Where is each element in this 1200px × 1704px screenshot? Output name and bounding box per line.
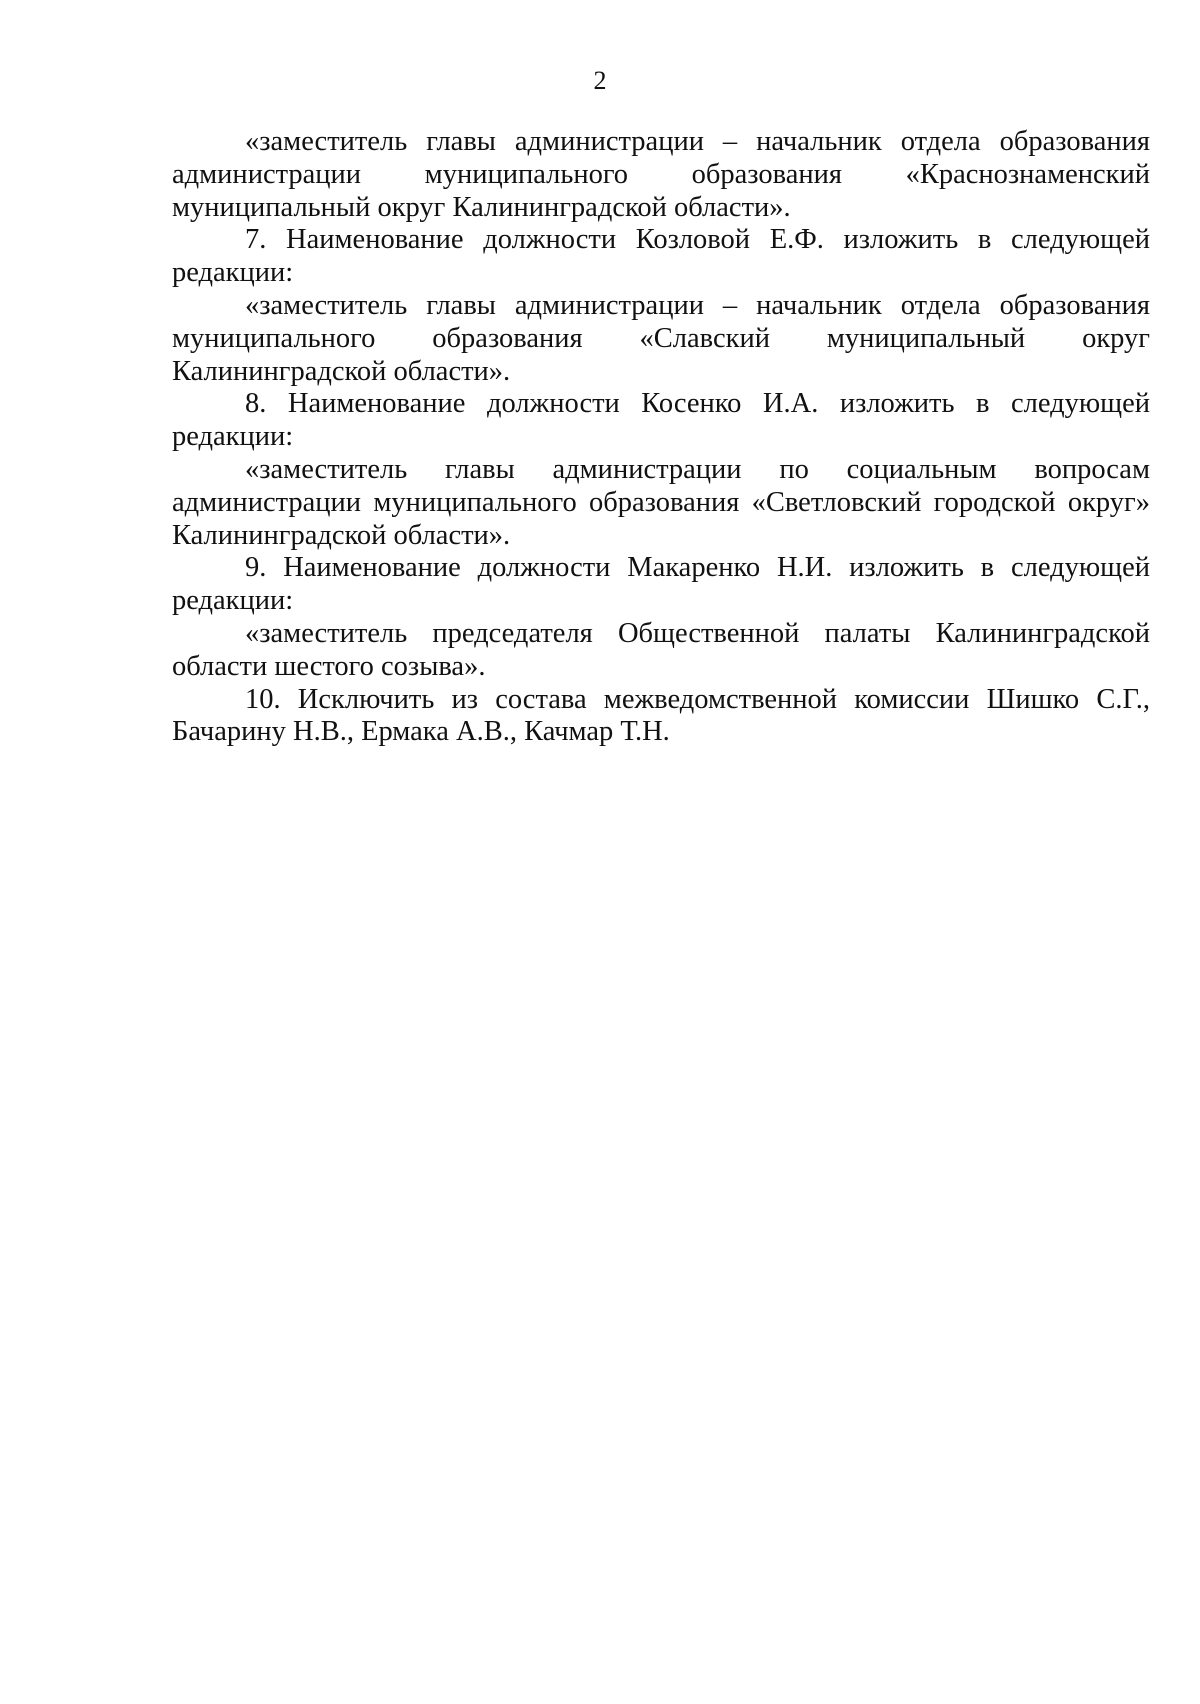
paragraph-quote-public-chamber: «заместитель председателя Общественной палаты Калининградской области шестого созыва».	[172, 617, 1150, 682]
paragraph-item-7: 7. Наименование должности Козловой Е.Ф. изложить в следующей редакции:	[172, 224, 1150, 289]
paragraph-item-9: 9. Наименование должности Макаренко Н.И. изложить в следующей редакции:	[172, 552, 1150, 617]
paragraph-item-8: 8. Наименование должности Косенко И.А. изложить в следующей редакции:	[172, 388, 1150, 453]
page-number: 2	[593, 66, 607, 95]
document-body	[172, 126, 1150, 749]
paragraph-item-10: 10. Исключить из состава межведомственной комиссии Шишко С.Г., Бачарину Н.В., Ермака А.В., Качмар Т.Н.	[172, 683, 1150, 748]
paragraph-quote-svetlovsky: «заместитель главы администрации по социальным вопросам администрации муниципального образования «Светловский городской округ» Калининградской области».	[172, 453, 1150, 551]
paragraph-quote-krasnoznamensky: «заместитель главы администрации – начальник отдела образования администрации муниципального образования «Краснознаменский муниципальный округ Калининградской области».	[172, 126, 1150, 223]
paragraph-quote-slavsky: «заместитель главы администрации – начальник отдела образования муниципального образования «Славский муниципальный округ Калининградской области».	[172, 289, 1150, 387]
